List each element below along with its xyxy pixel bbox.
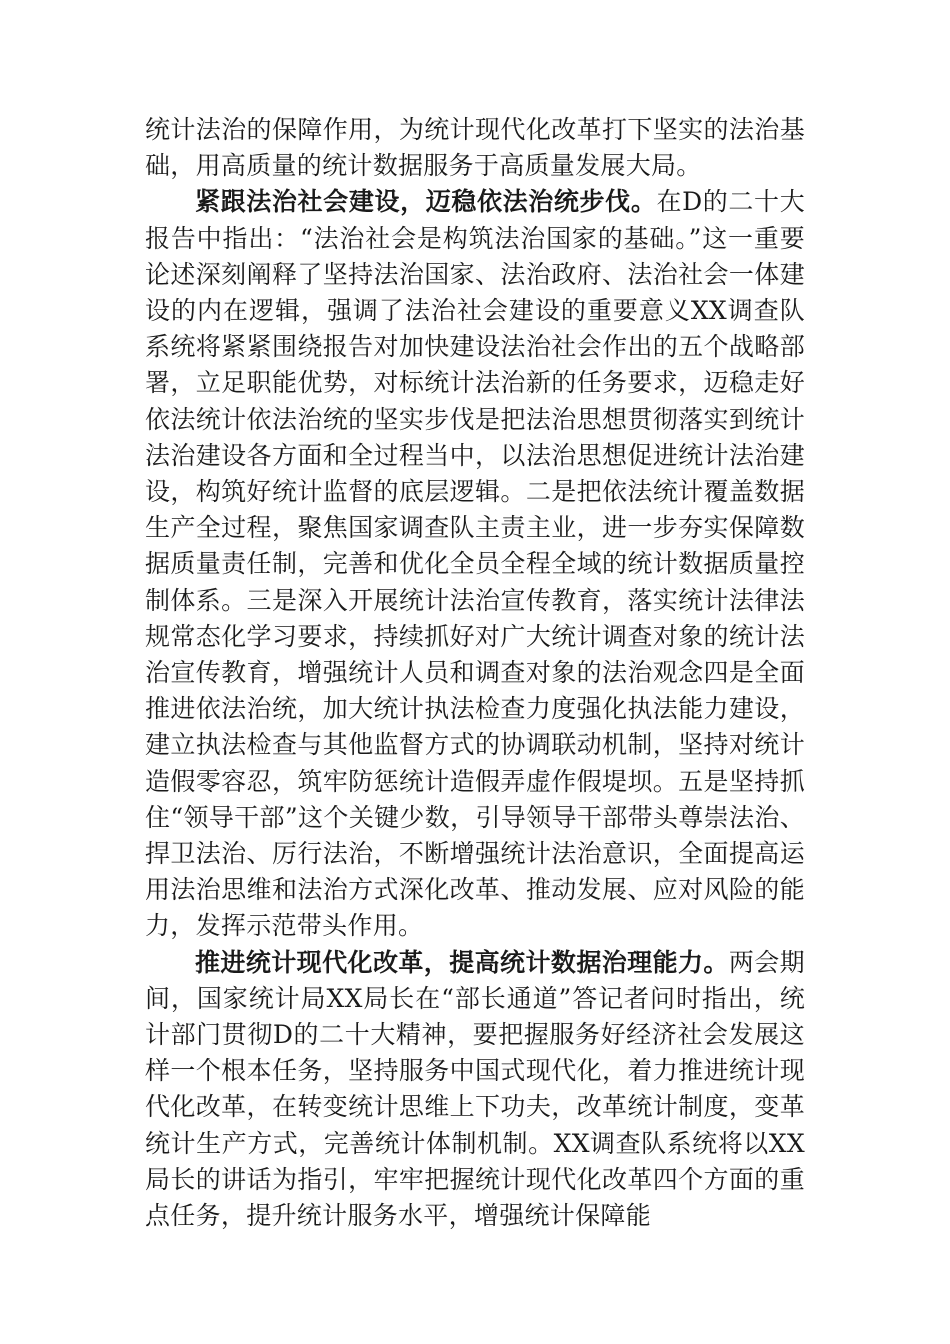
paragraph-heading: 推进统计现代化改革，提高统计数据治理能力。 (195, 947, 729, 977)
document-page (145, 112, 805, 1234)
paragraph-body: 在D的二十大报告中指出：“法治社会是构筑法治国家的基础。”这一重要论述深刻阐释了坚持法治国家、法治政府、法治社会一体建设的内在逻辑，强调了法治社会建设的重要意义XX调查队系统将紧紧围绕报告对加快建设法治社会作出的五个战略部署，立足职能优势，对标统计法治新的任务要求，迈稳走好依法统计依法治统的坚实步伐是把法治思想贯彻落实到统计法治建设各方面和全过程当中，以法治思想促进统计法治建设，构筑好统计监督的底层逻辑。二是把依法统计覆盖数据生产全过程，聚焦国家调查队主责主业，进一步夯实保障数据质量责任制，完善和优化全员全程全域的统计数据质量控制体系。三是深入开展统计法治宣传教育，落实统计法律法规常态化学习要求，持续抓好对广大统计调查对象的统计法治宣传教育，增强统计人员和调查对象的法治观念四是全面推进依法治统，加大统计执法检查力度强化执法能力建设，建立执法检查与其他监督方式的协调联动机制，坚持对统计造假零容忍，筑牢防惩统计造假弄虚作假堤坝。五是坚持抓住“领导干部”这个关键少数，引导领导干部带头尊崇法治、捍卫法治、厉行法治，不断增强统计法治意识，全面提高运用法治思维和法治方式深化改革、推动发展、应对风险的能力，发挥示范带头作用。 (145, 187, 805, 941)
paragraph-legal-society (145, 184, 805, 944)
paragraph-continuation (145, 112, 805, 184)
paragraph-statistical-reform (145, 945, 805, 1235)
paragraph-body: 两会期间，国家统计局XX局长在“部长通道”答记者问时指出，统计部门贯彻D的二十大精神，要把握服务好经济社会发展这样一个根本任务，坚持服务中国式现代化，着力推进统计现代化改革，在转变统计思维上下功夫，改革统计制度，变革统计生产方式，完善统计体制机制。XX调查队系统将以XX局长的讲话为指引，牢牢把握统计现代化改革四个方面的重点任务，提升统计服务水平，增强统计保障能 (145, 947, 805, 1231)
paragraph-heading: 紧跟法治社会建设，迈稳依法治统步伐。 (195, 187, 657, 217)
paragraph-body: 统计法治的保障作用，为统计现代化改革打下坚实的法治基础，用高质量的统计数据服务于高质量发展大局。 (145, 115, 805, 181)
